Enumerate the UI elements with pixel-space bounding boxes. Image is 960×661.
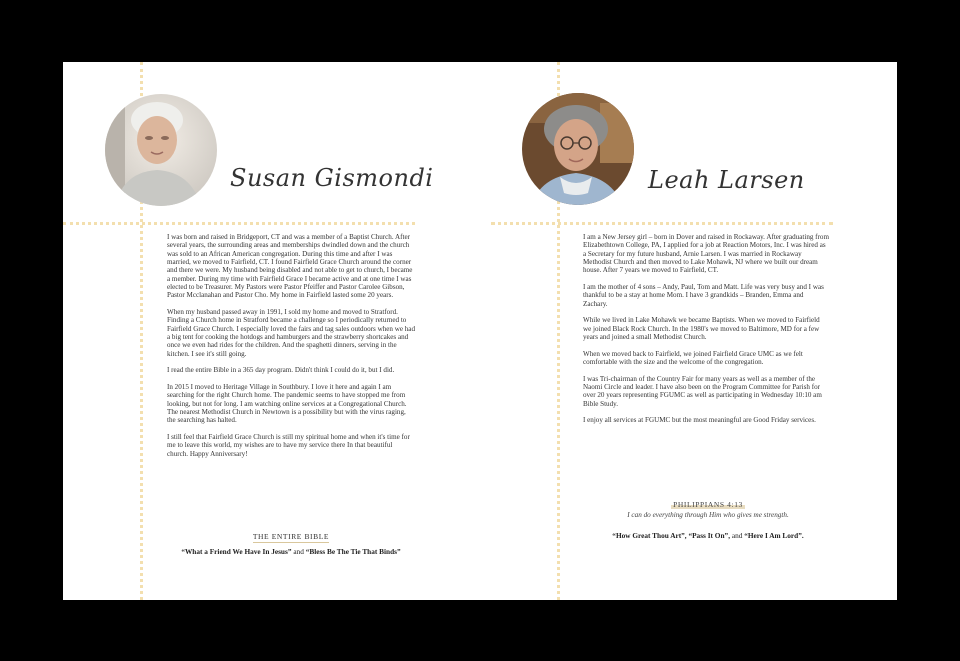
leah-hymns-separator: , [684, 531, 687, 540]
susan-paragraph: I still feel that Fairfield Grace Church is still my spiritual home and when it's time for me to leave this world, my wishes are to have my service there In that beautiful church. Happy Anniversary! [167, 433, 410, 458]
leah-verse-reference-text: PHILIPPIANS 4:13 [673, 500, 743, 509]
susan-paragraph: I was born and raised in Bridgeport, CT and was a member of a Baptist Church. After several years, the surrounding areas and memberships dwindled down and the church was sold to an African American congregation. During this time and after I was married, we moved to Fairfield, CT. I found Fairfield Grace Church around the corner and there we were. My husband being disabled and not able to get to church, I became a member. During my time with Fairfield Grace I became active and at one time I was elected to be Treasurer. My Pastors were Pastor Pfeiffer and Pastor Carolee Gibson, Pastor Mcclanahan and Pastor Cho. My home in Fairfield lasted some 20 years. [167, 233, 413, 300]
susan-hymns-and: and [293, 547, 304, 556]
leah-favorite-hymns [568, 531, 848, 540]
leah-story [583, 233, 829, 433]
leah-paragraph: I was Tri-chairman of the Country Fair for many years as well as a member of the Naomi Circle and leader. I have also been on the Program Committee for Parish for over 20 years representing FGUMC as well as participating in Wednesday 10:10 am Bible Study. [583, 374, 822, 408]
susan-name-heading: Susan Gismondi [230, 164, 434, 192]
leah-paragraph: I am the mother of 4 sons – Andy, Paul, Tom and Matt. Life was very busy and I was thankful to be a stay at home Mom. I have 3 grandkids – Branden, Emma and Zachary. [583, 283, 824, 308]
right-horizontal-dotted-guide [491, 222, 833, 225]
leah-hymn-1: “How Great Thou Art” [612, 531, 685, 540]
leah-hymn-3: “Here I Am Lord” [744, 531, 802, 540]
susan-paragraph: I read the entire Bible in a 365 day program. Didn't think I could do it, but I did. [167, 366, 395, 375]
leah-hymns-separator: , [728, 531, 731, 540]
leah-name-heading: Leah Larsen [648, 166, 805, 194]
susan-portrait-photo [105, 94, 217, 206]
susan-story [167, 233, 415, 466]
susan-scripture-label: THE ENTIRE BIBLE [252, 532, 330, 541]
leah-paragraph: I enjoy all services at FGUMC but the most meaningful are Good Friday services. [583, 416, 816, 425]
susan-paragraph: When my husband passed away in 1991, I sold my home and moved to Stratford. Finding a Church home in Stratford became a challenge so I periodically returned to Fairfield Grace Church. I especially loved the fairs and tag sales outdoors when we had a big tent for cooking the hotdogs and hamburgers and the strawberry shortcakes and once we even had rides for the children. And the spaghetti dinners, serving in the kitchen. I see it's still going. [167, 308, 416, 358]
memorial-spread [63, 62, 897, 600]
leah-paragraph: I am a New Jersey girl – born in Dover and raised in Rockaway. After graduating from Elizabethtown College, PA, I applied for a job at Reaction Motors, Inc. I was hired as a Secretary for my future husband, Arnie Larsen. I was married in Rockaway Methodist Church and then moved to Lake Mohawk, NJ where we built our dream house. After 7 years we moved to Fairfield, CT. [583, 233, 829, 275]
leah-hymn-2: “Pass It On” [688, 531, 729, 540]
leah-verse-text: I can do everything through Him who gives me strength. [627, 511, 789, 519]
leah-paragraph: While we lived in Lake Mohawk we became Baptists. When we moved to Fairfield we joined Black Rock Church. In the 1980's we moved to Baltimore, MD for a few years and joined a small Methodist Church. [583, 316, 820, 342]
susan-favorite-hymns [153, 547, 429, 556]
susan-favorite-scripture [167, 526, 415, 544]
leah-verse-reference [583, 500, 833, 509]
susan-paragraph: In 2015 I moved to Heritage Village in Southbury. I love it here and again I am searching for the right Church home. The pandemic seems to have stopped me from looking, but not for long. I am watching online services at a Congregational Church. The nearest Methodist Church in Newtown is a possibility but with the virus raging, the searching has halted. [167, 383, 407, 425]
leah-portrait-photo [522, 93, 634, 205]
left-horizontal-dotted-guide [63, 222, 415, 225]
susan-hymn-1: “What a Friend We Have In Jesus” [181, 547, 292, 556]
leah-paragraph: When we moved back to Fairfield, we joined Fairfield Grace UMC as we felt comfortable with the size and the welcome of the congregation. [583, 349, 803, 367]
leah-hymns-and: and [731, 531, 743, 540]
susan-hymn-2: “Bless Be The Tie That Binds” [305, 547, 401, 556]
leah-hymns-end: . [801, 531, 804, 540]
